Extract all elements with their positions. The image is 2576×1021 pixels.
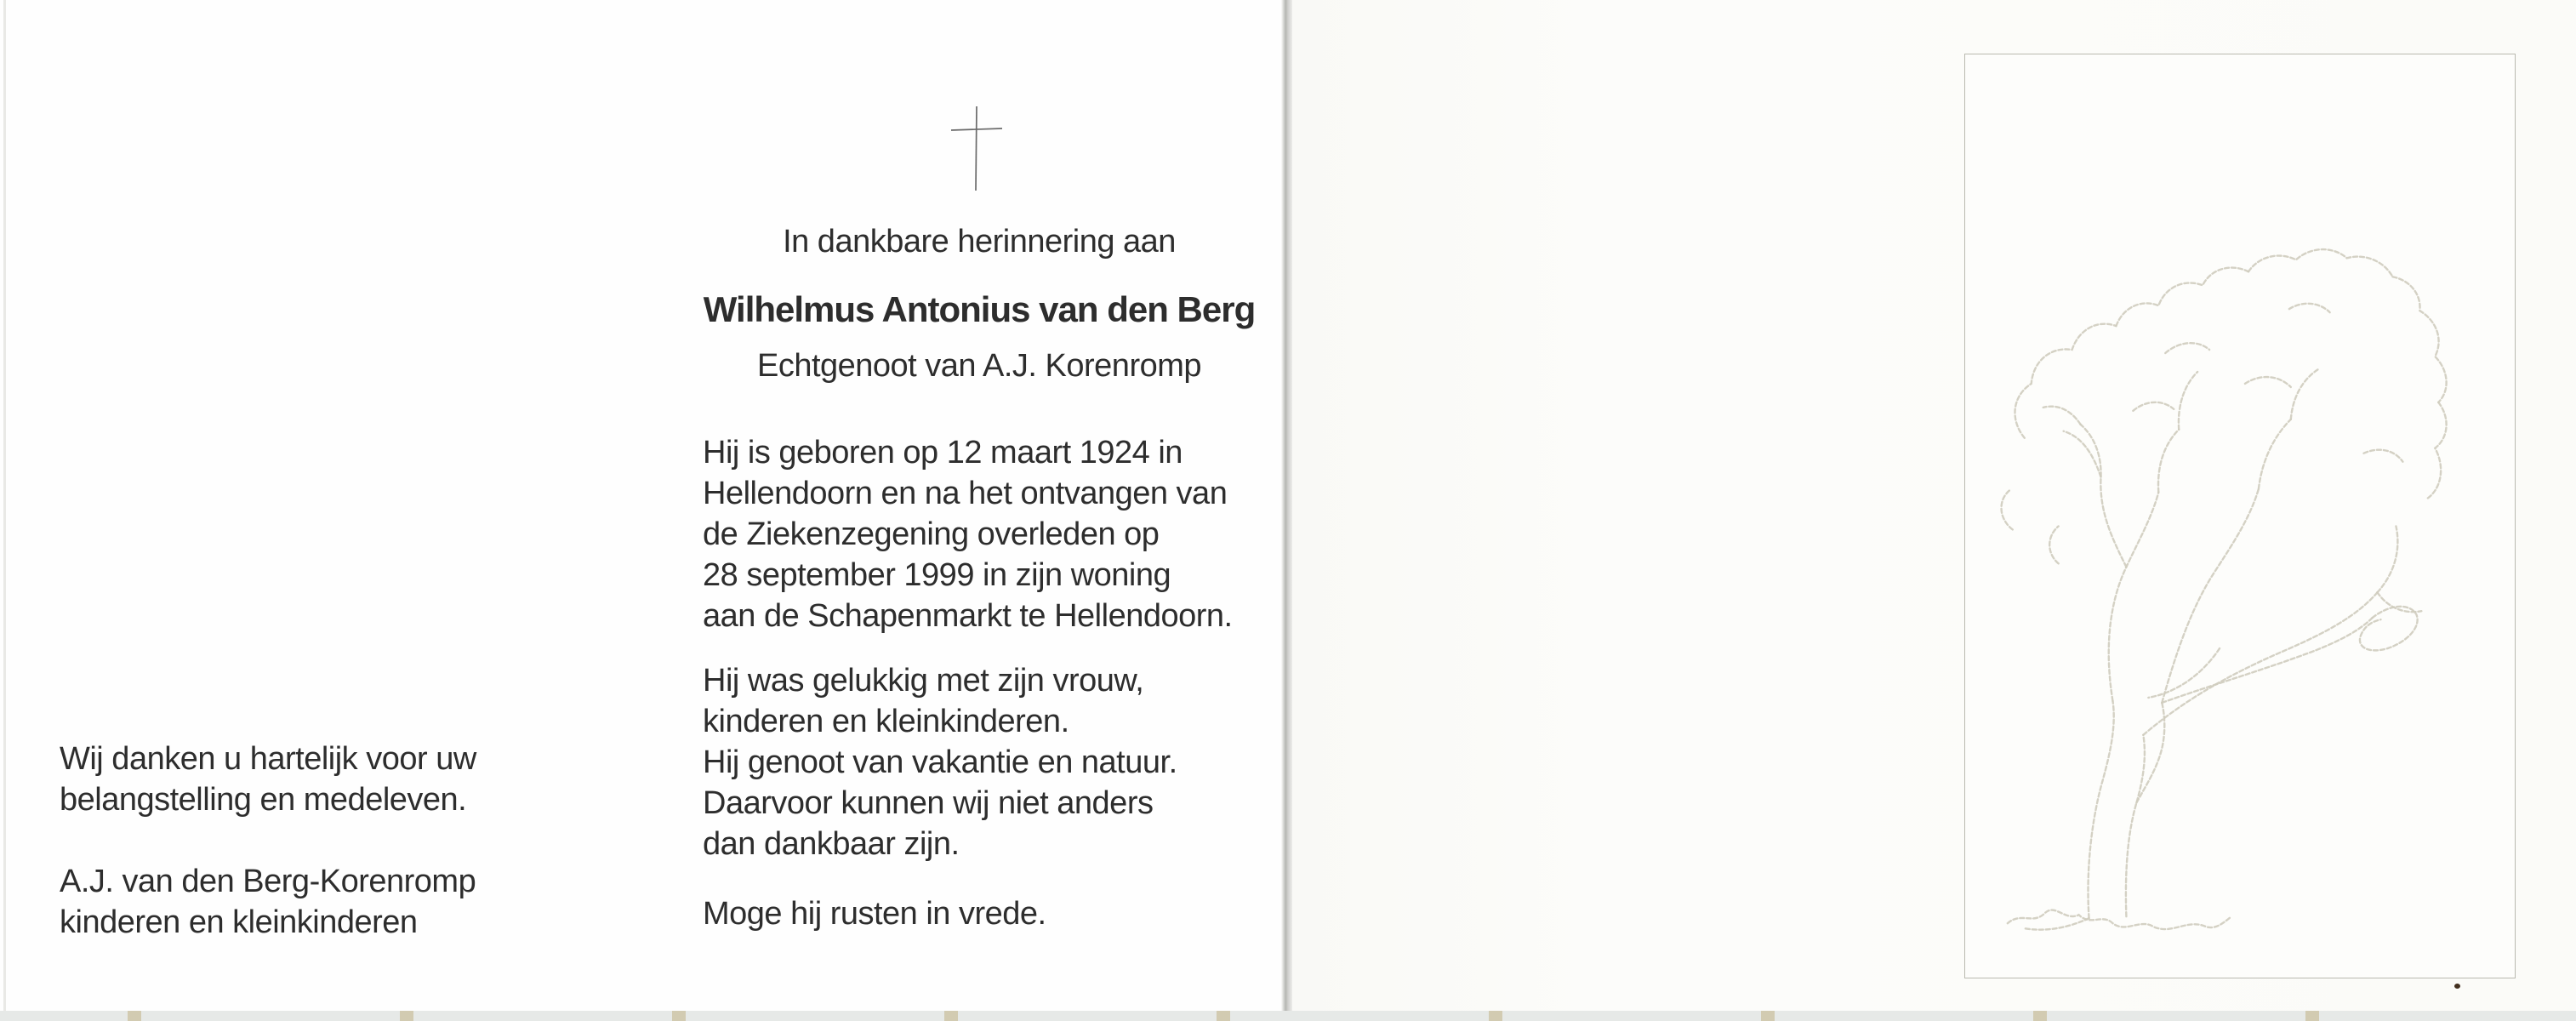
acknowledgement-paragraph	[60, 739, 476, 820]
biography-line: Hij is geboren op 12 maart 1924 in	[703, 435, 1183, 471]
cross-icon-svg	[949, 104, 1004, 194]
signature-line: A.J. van den Berg-Korenromp	[60, 864, 476, 899]
signature-paragraph	[60, 861, 476, 943]
acknowledgement-line: Wij danken u hartelijk voor uw	[60, 741, 476, 777]
tree-sketch-illustration	[1965, 54, 2515, 978]
tribute-line: Daarvoor kunnen wij niet anders	[703, 785, 1154, 821]
biography-line: Hellendoorn en na het ontvangen van	[703, 476, 1228, 511]
tribute-line: kinderen en kleinkinderen.	[703, 704, 1069, 739]
acknowledgement-line: belangstelling en medeleven.	[60, 782, 467, 818]
biography-line: de Ziekenzegening overleden op	[703, 516, 1160, 552]
tribute-paragraph	[703, 660, 1177, 864]
cross-icon	[949, 104, 1004, 194]
scan-edge-strip	[0, 1011, 2576, 1021]
intro-line: In dankbare herinnering aan	[783, 224, 1176, 260]
scan-edge-line	[3, 0, 6, 1021]
closing-line: Moge hij rusten in vrede.	[703, 896, 1046, 932]
tribute-line: Hij genoot van vakantie en natuur.	[703, 744, 1177, 780]
ink-speck	[2454, 984, 2460, 989]
deceased-name: Wilhelmus Antonius van den Berg	[703, 289, 1256, 329]
card-page-right	[1292, 0, 2576, 1021]
spouse-line: Echtgenoot van A.J. Korenromp	[756, 348, 1202, 384]
tree-illustration-frame	[1964, 54, 2516, 978]
card-page-left	[0, 0, 1281, 1021]
biography-paragraph	[703, 432, 1233, 636]
biography-line: aan de Schapenmarkt te Hellendoorn.	[703, 598, 1233, 634]
signature-line: kinderen en kleinkinderen	[60, 904, 418, 940]
card-fold-crease	[1281, 0, 1292, 1021]
tribute-line: Hij was gelukkig met zijn vrouw,	[703, 663, 1144, 699]
biography-line: 28 september 1999 in zijn woning	[703, 557, 1171, 593]
tribute-line: dan dankbaar zijn.	[703, 826, 960, 862]
